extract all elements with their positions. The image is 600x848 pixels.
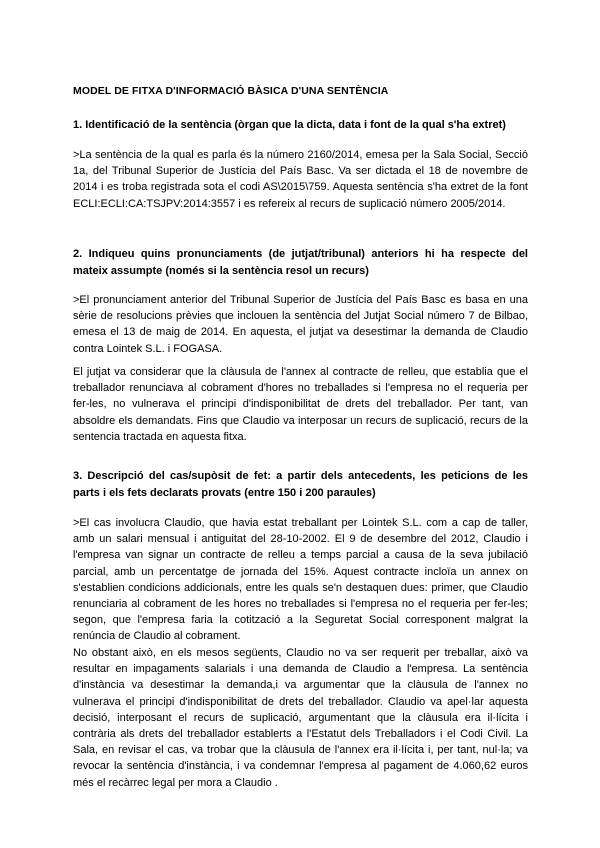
section-2-paragraph-1: >El pronunciament anterior del Tribunal Superior de Justícia del País Basc es basa en una sèrie de resolucions prèvies que inclouen la sentència del Jutjat Social número 7 de Bilbao, emesa el 13 de maig de 2014. En aquesta, el jutjat va desestimar la demanda de Claudio contra Lointek S.L. i FOGASA.	[73, 294, 528, 355]
section-3-heading: 3. Descripció del cas/supòsit de fet: a partir dels antecedents, les peticions de les parts i els fets declarats provats (entre 150 i 200 paraules)	[73, 470, 528, 499]
section-3-paragraph-1: >El cas involucra Claudio, que havia estat treballant per Lointek S.L. com a cap de taller, amb un salari mensual i antiguitat del 28-10-2002. El 9 de desembre del 2012, Claudio i l'empresa van signar un contracte de relleu a temps parcial a causa de la seva jubilació parcial, amb un percentatge de jornada del 15%. Aquest contracte incloïa un annex on s'establien condicions addicionals, entre les quals se'n destaquen dues: primer, que Claudio renunciaria al cobrament de les hores no treballades si l'empresa no el requeria per fer-les; segon, que l'empresa faria la cotització a la Seguretat Social corresponent malgrat la renúncia de Claudio al cobrament.	[73, 517, 528, 643]
section-2-paragraph-2: El jutjat va considerar que la clàusula de l'annex al contracte de relleu, que establia que el treballador renunciava al cobrament d'hores no treballades si l'empresa no el requeria per fer-les, no vulnerava el principi d'indisponibilitat de drets del treballador. Per tant, van absoldre els demandats. Fins que Claudio va interposar un recurs de suplicació, recurs de la sentencia tractada en aquesta fitxa.	[73, 366, 528, 443]
document-title: MODEL DE FITXA D'INFORMACIÓ BÀSICA D'UNA SENTÈNCIA	[73, 85, 389, 97]
section-3-paragraph-2: No obstant això, en els mesos següents, Claudio no va ser requerit per treballar, això va resultar en impagaments salarials i una demanda de Claudio a l'empresa. La sentència d'instància va desestimar la demanda,i va argumentar que la clàusula de l'annex no vulnerava el principi d'indisponibilitat de drets del treballador. Claudio va apel·lar aquesta decisió, interposant el recurs de suplicació, argumentant que la clàusula era il·lícita i contrària als drets del treballador establerts a l'Estatut dels Treballadors i el Codi Civil. La Sala, en revisar el cas, va trobar que la clàusula de l'annex era il·lícita i, per tant, nul·la; va revocar la sentència d'instància, i va condemnar l'empresa al pagament de 4.060,62 euros més el recàrrec legal per mora a Claudio .	[73, 647, 528, 789]
section-1-heading: 1. Identificació de la sentència (òrgan que la dicta, data i font de la qual s'ha extret)	[73, 119, 506, 131]
section-2-heading: 2. Indiqueu quins pronunciaments (de jutjat/tribunal) anteriors hi ha respecte del mateix assumpte (només si la sentència resol un recurs)	[73, 248, 528, 277]
section-1-paragraph-1: >La sentència de la qual es parla és la número 2160/2014, emesa per la Sala Social, Secció 1a, del Tribunal Superior de Justícia del País Basc. Va ser dictada el 18 de novembre de 2014 i es troba registrada sota el codi AS\2015\759. Aquesta sentència s'ha extret de la font ECLI:ECLI:CA:TSJPV:2014:3557 i es refereix al recurs de suplicació número 2005/2014.	[73, 149, 528, 210]
